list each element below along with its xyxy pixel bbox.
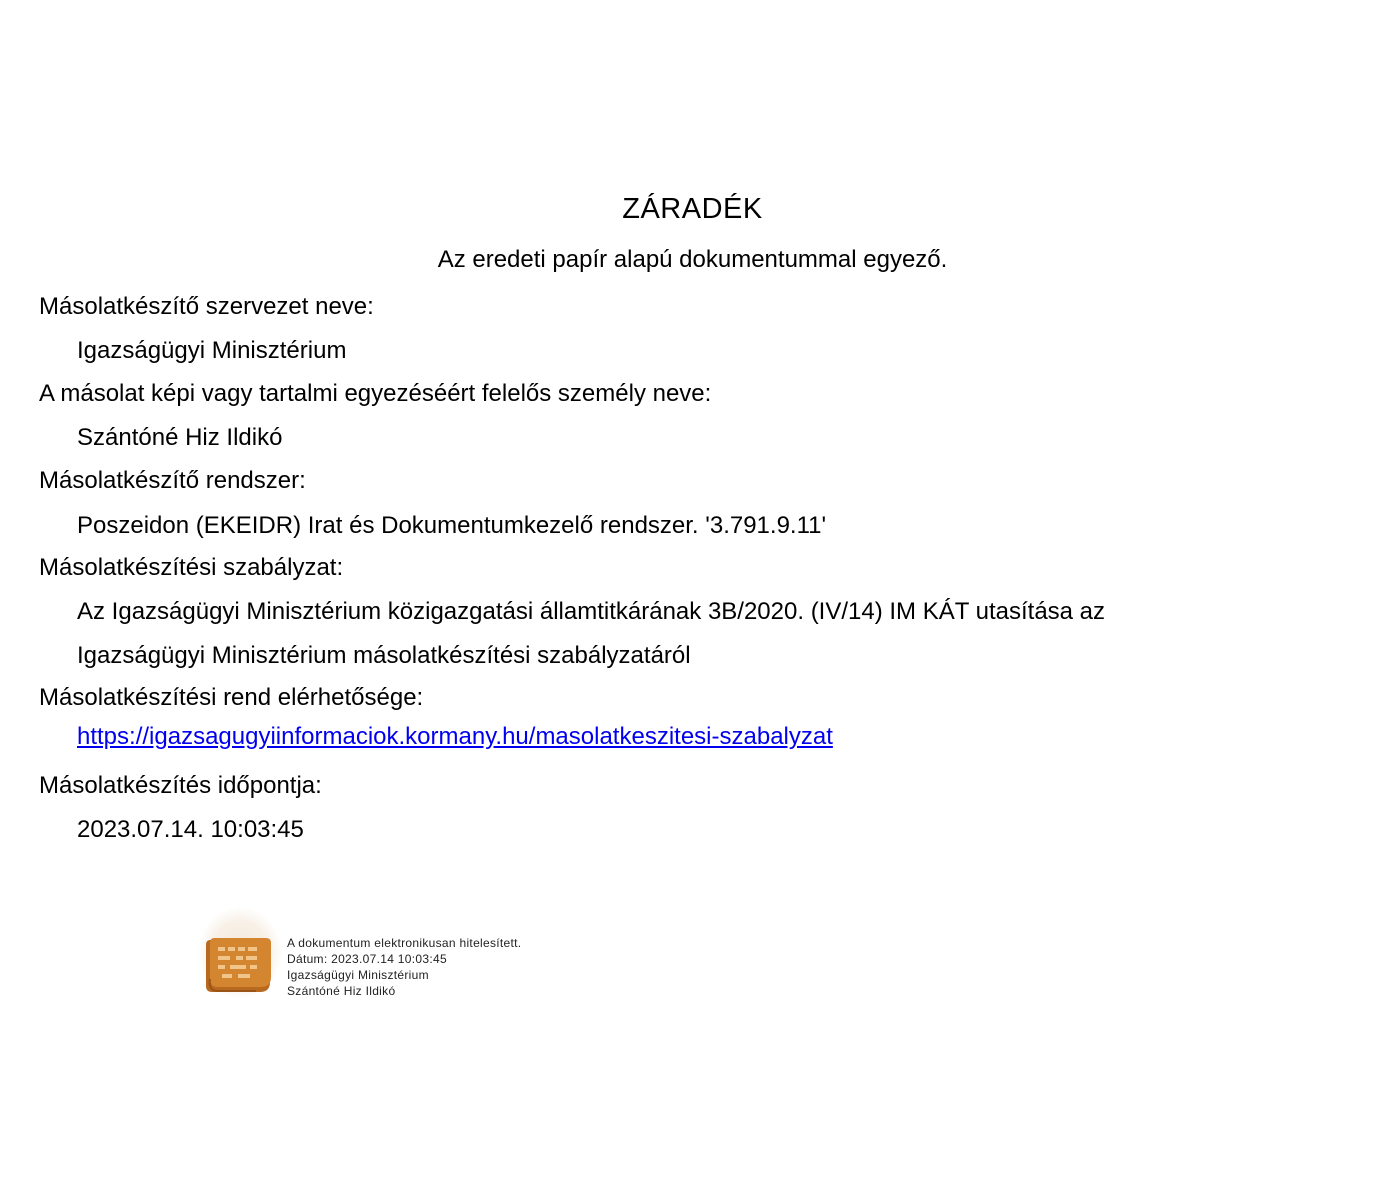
stamp-line-person: Szántóné Hiz Ildikó <box>287 984 396 998</box>
time-label: Másolatkészítés időpontja: <box>39 772 322 799</box>
policy-label: Másolatkészítési szabályzat: <box>39 554 344 581</box>
policy-value-line1: Az Igazságügyi Minisztérium közigazgatási államtitkárának 3B/2020. (IV/14) IM KÁT utasítása az <box>77 598 1106 625</box>
e-signature-seal-icon <box>198 907 282 999</box>
time-value: 2023.07.14. 10:03:45 <box>77 816 304 843</box>
system-label: Másolatkészítő rendszer: <box>39 467 306 494</box>
page-subtitle: Az eredeti papír alapú dokumentummal egyező. <box>437 246 948 273</box>
stamp-line-date: Dátum: 2023.07.14 10:03:45 <box>287 952 447 966</box>
system-value: Poszeidon (EKEIDR) Irat és Dokumentumkezelő rendszer. '3.791.9.11' <box>77 512 827 539</box>
person-label: A másolat képi vagy tartalmi egyezéséért felelős személy neve: <box>39 380 712 407</box>
stamp-line-organization: Igazságügyi Minisztérium <box>287 968 429 982</box>
rule-link[interactable]: https://igazsagugyiinformaciok.kormany.hu/masolatkeszitesi-szabalyzat <box>77 723 833 750</box>
rule-label: Másolatkészítési rend elérhetősége: <box>39 684 424 711</box>
stamp-line-authenticated: A dokumentum elektronikusan hitelesített. <box>287 936 522 950</box>
person-value: Szántóné Hiz Ildikó <box>77 424 283 451</box>
org-label: Másolatkészítő szervezet neve: <box>39 293 374 320</box>
org-value: Igazságügyi Minisztérium <box>77 337 347 364</box>
page-title: ZÁRADÉK <box>622 193 763 225</box>
policy-value-line2: Igazságügyi Minisztérium másolatkészítési szabályzatáról <box>77 642 691 669</box>
